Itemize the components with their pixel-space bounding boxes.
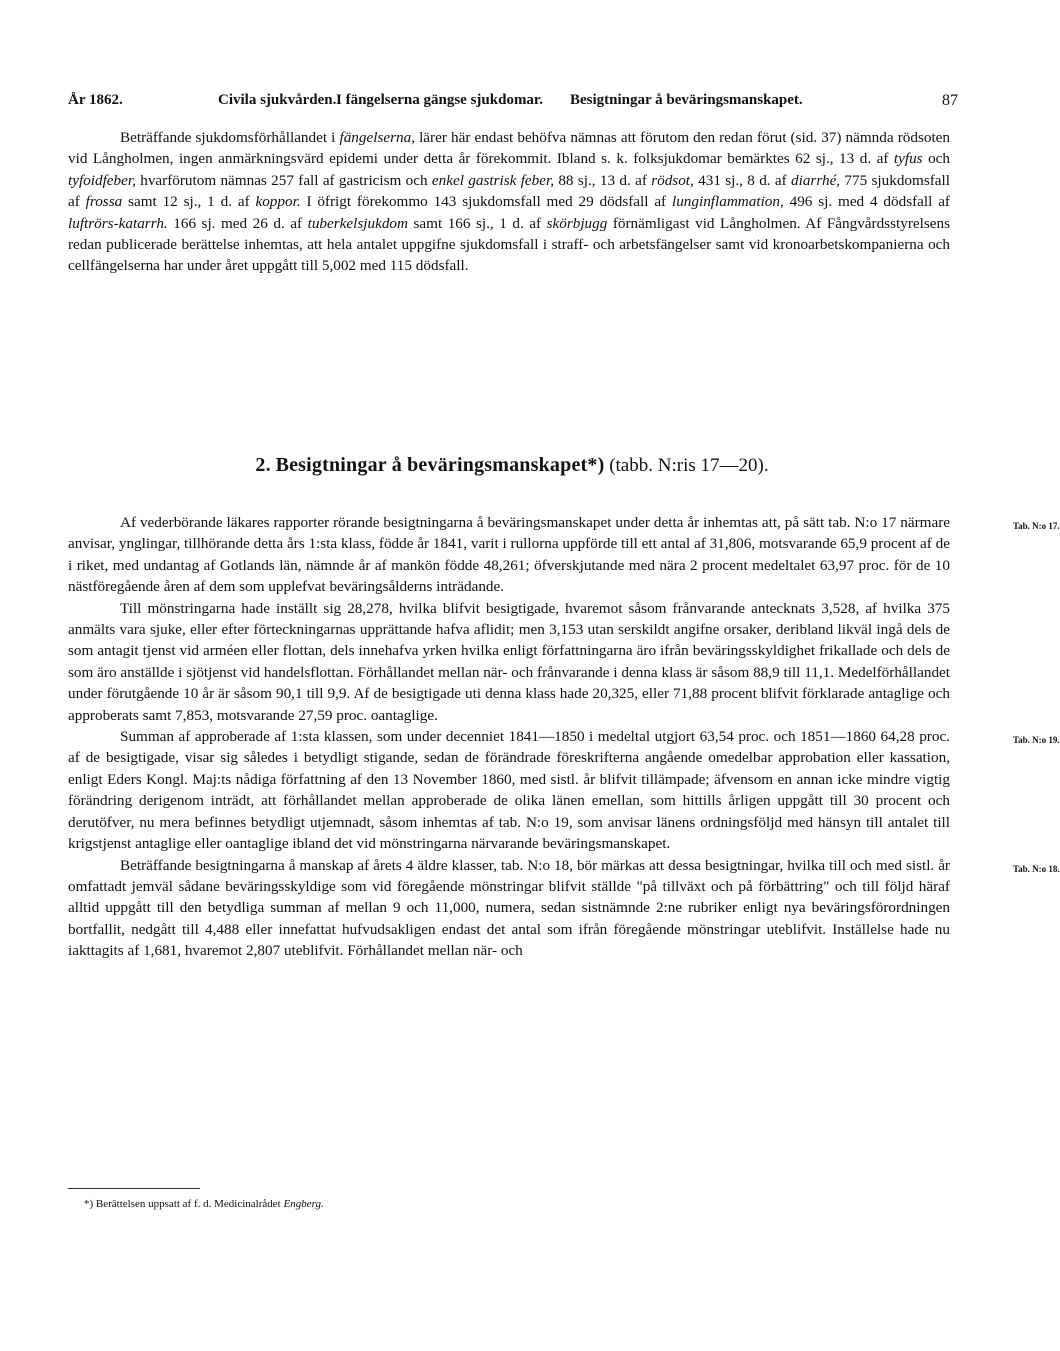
footnote-reference: *) bbox=[587, 454, 605, 476]
section-title: Besigtningar å beväringsmanskapet bbox=[275, 454, 588, 476]
footnote bbox=[84, 1198, 324, 1210]
margin-note-tab-19: Tab. N:o 19. bbox=[1013, 735, 1060, 746]
margin-note-tab-17: Tab. N:o 17. bbox=[1013, 521, 1060, 531]
section-number: 2. bbox=[255, 454, 271, 476]
paragraph-attendance: Till mönstringarna hade inställt sig 28,278, hvilka blifvit besigtigade, hvaremot såsom frånvarande antecknats 3,528, af hvilka 375 anmälts vara sjuke, eller efter förteckningarnas upprättande hafva aflidit; men 3,153 utan serskildt angifne orsaker, deribland likväl ingå dels de som antagit tjenst vid arméen eller flottan, dels innehafva yrken hvilka enligt författningarna äro ifrån beväringsskyldighet frikallade och dels de som äro anställde i sjötjenst vid handelsflottan. Förhållandet mellan när- och frånvarande i denna klass är såsom 88,9 till 11,1. Medelförhållandet under förutgående 10 år är såsom 90,1 till 9,9. Af de besigtigade uti denna klass hade 20,325, eller 71,88 procent blifvit förklarade antaglige och approberats samt 7,853, motsvarande 27,59 proc. oantaglige. bbox=[68, 599, 950, 724]
footnote-mark: *) bbox=[84, 1198, 94, 1210]
footnote-author: Engberg. bbox=[283, 1198, 324, 1210]
table-reference: (tabb. N:ris 17—20). bbox=[609, 455, 769, 476]
section-body bbox=[68, 512, 1060, 962]
running-header bbox=[68, 92, 958, 112]
footnote-divider bbox=[68, 1188, 200, 1189]
section-heading bbox=[0, 454, 1024, 477]
page-number: 87 bbox=[942, 92, 958, 109]
prison-diseases-paragraph: Beträffande sjukdomsförhållandet i fängelserna, lärer här endast behöfva nämnas att förutom den redan förut (sid. 37) nämnda rödsoten vid Långholmen, ingen anmärkningsvärd epidemi under detta år förekommit. Ibland s. k. folksjukdomar bemärktes 62 sj., 13 d. af tyfus och tyfoidfeber, hvarförutom nämnas 257 fall af gastricism och enkel gastrisk feber, 88 sj., 13 d. af rödsot, 431 sj., 8 d. af diarrhé, 775 sjukdomsfall af frossa samt 12 sj., 1 d. af koppor. I öfrigt förekommo 143 sjukdomsfall med 29 dödsfall af lunginflammation, 496 sj. med 4 dödsfall af luftrörs-katarrh. 166 sj. med 26 d. af tuberkelsjukdom samt 166 sj., 1 d. af skörbjugg förnämligast vid Långholmen. Af Fångvårdsstyrelsens redan publicerade berättelse inhemtas, att hela antalet uppgifne sjukdomsfall i straff- och arbetsfängelser samt vid kronoarbetskompanierna och cellfängelserna har under året uppgått till 5,002 med 115 dödsfall. bbox=[68, 129, 951, 275]
header-section-conscript-inspections: Besigtningar å beväringsmanskapet. bbox=[570, 92, 803, 108]
header-section-civil-care: Civila sjukvården. bbox=[218, 92, 337, 108]
footnote-text: Berättelsen uppsatt af f. d. Medicinalrådet bbox=[95, 1198, 284, 1210]
paragraph-older-classes: Tab. N:o 18. Beträffande besigtningarna å manskap af årets 4 äldre klasser, tab. N:o 18, bör märkas att dessa besigtningar, hvilka till och med sistl. år omfattadt jemväl sådane beväringsskyldige som vid föregående mönstringar blifvit ställde "på tillväxt och på förbättring" och till följd häraf alltid uppgått till den betydliga summan af mellan 9 och 11,000, numera, sedan sistnämnde 2:ne rubriker enligt nya beväringsförordningen bortfallit, nedgått till 4,488 eller innefattat hufvudsakligen endast det antal som ifrån föregående mönstringar uteblifvit. Inställelse hade nu iakttagits af 1,681, hvaremot 2,807 uteblifvit. Förhållandet mellan när- och bbox=[68, 856, 1060, 960]
margin-note-tab-18: Tab. N:o 18. bbox=[1013, 863, 1060, 874]
paragraph-approval-rates: Tab. N:o 19. Summan af approberade af 1:sta klassen, som under decenniet 1841—1850 i medeltal utgjort 63,54 proc. och 1851—1860 64,28 proc. af de besigtigade, visar sig således i betydligt stigande, sedan de förändrade föreskrifterna angående omedelbar approbation eller kassation, enligt Eders Kongl. Maj:ts nådiga författning af den 13 November 1860, med sistl. år blifvit tillämpade; äfvensom en annan icke mindre vigtig förändring derigenom inträdt, att förhållandet mellan approberade de olika länen emellan, som hittills årligen uppgått till 30 procent och derutöfver, nu mera befinnes betydligt utjemnadt, såsom inhemtas af tab. N:o 19, som anvisar länens ordningsföljd med hänsyn till antalet till krigstjenst antaglige eller oantaglige ibland det vid mönstringarna närvarande beväringsmanskapet. bbox=[68, 728, 1060, 853]
paragraph-enrolment: Tab. N:o 17. Af vederbörande läkares rapporter rörande besigtningarna å beväringsmanskapet under detta år inhemtas att, på sätt tab. N:o 17 närmare anvisar, ynglingar, tillhörande detta års 1:sta klass, födde år 1841, varit i rullorna uppförde till ett antal af 31,806, motsvarande 65,9 procent af de i riket, med undantag af Gotlands län, nämnde år af mankön födde 48,261; öfverskjutande med nära 2 procent medeltalet 63,97 proc. för de 10 nästföregående åren af dem som upplefvat beväringsålderns inträdande. bbox=[68, 514, 1060, 596]
header-year: År 1862. bbox=[68, 92, 123, 108]
header-section-prison-diseases: I fängelserna gängse sjukdomar. bbox=[336, 92, 543, 108]
